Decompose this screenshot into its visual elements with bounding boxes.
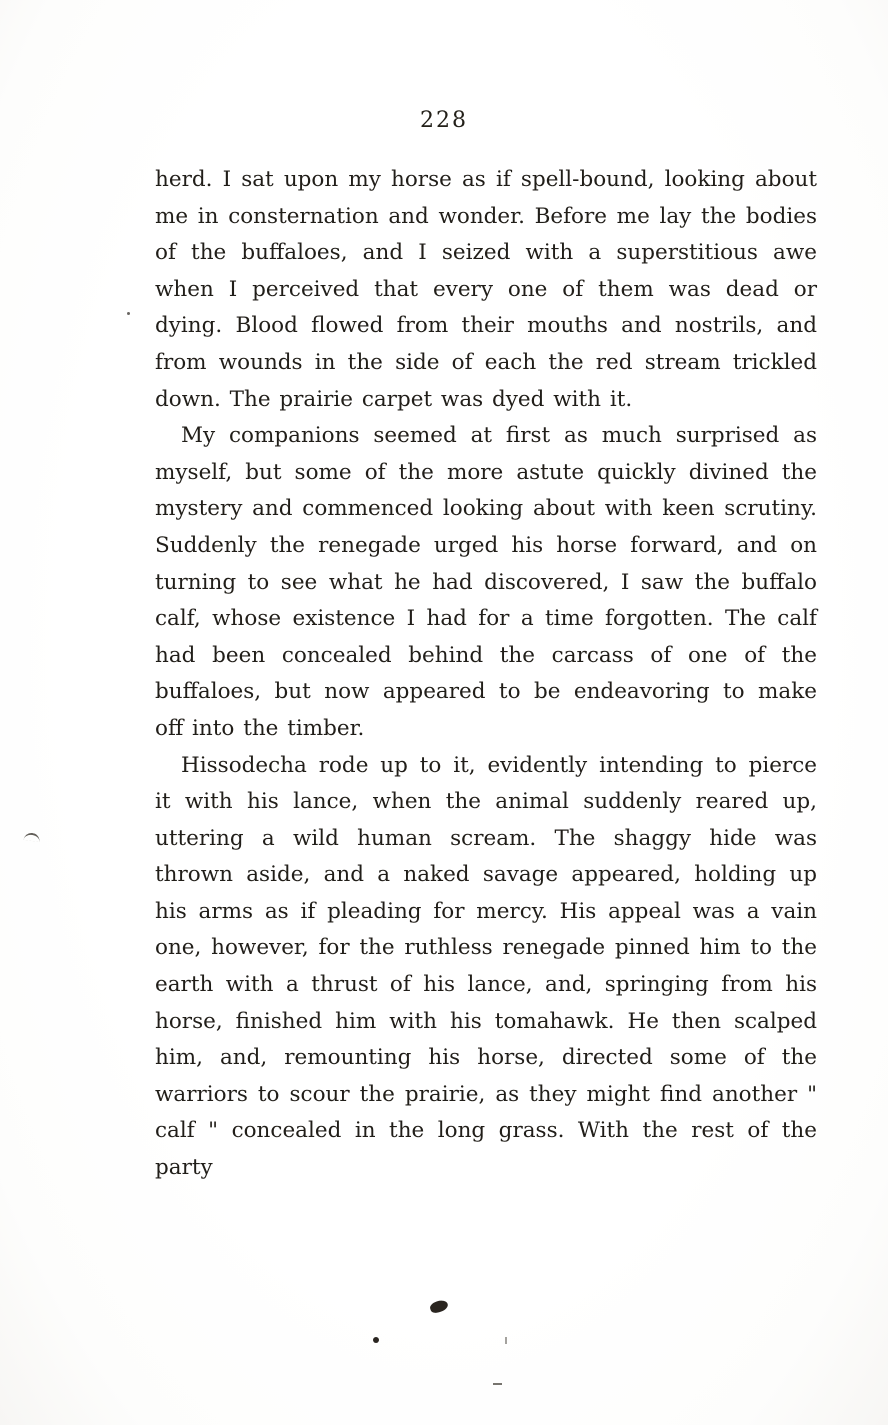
ink-speck	[127, 312, 130, 315]
paragraph: My companions seemed at first as much surprised as myself, but some of the more astute quickly divined the mystery and commenced looking about with keen scrutiny. Suddenly the renegade urged his horse forward, and on turning to see what he had discovered, I saw the buffalo calf, whose existence I had for a time forgotten. The calf had been concealed behind the carcass of one of the buffaloes, but now appeared to be endeavoring to make off into the timber.	[155, 423, 817, 741]
page-text-block	[155, 162, 817, 1187]
margin-pen-mark	[24, 832, 41, 842]
ink-dot	[373, 1337, 379, 1343]
paragraph: Hissodecha rode up to it, evidently intending to pierce it with his lance, when the animal suddenly reared up, uttering a wild human scream. The shaggy hide was thrown aside, and a naked savage appeared, holding up his arms as if pleading for mercy. His appeal was a vain one, however, for the ruthless renegade pinned him to the earth with a thrust of his lance, and, springing from his horse, finished him with his tomahawk. He then scalped him, and, remounting his horse, directed some of the warriors to scour the prairie, as they might find another " calf " concealed in the long grass. With the rest of the party	[155, 752, 817, 1181]
page-number: 228	[420, 108, 468, 133]
ink-blot	[429, 1298, 450, 1314]
scan-tick-mark	[505, 1337, 507, 1344]
scan-dash-mark	[493, 1383, 502, 1385]
paragraph-continuation: herd. I sat upon my horse as if spell-bound, looking about me in consternation and wonder. Before me lay the bodies of the buffaloes, and I seized with a superstitious awe when I perceived that every one of them was dead or dying. Blood flowed from their mouths and nostrils, and from wounds in the side of each the red stream trickled down. The prairie carpet was dyed with it.	[155, 167, 817, 412]
